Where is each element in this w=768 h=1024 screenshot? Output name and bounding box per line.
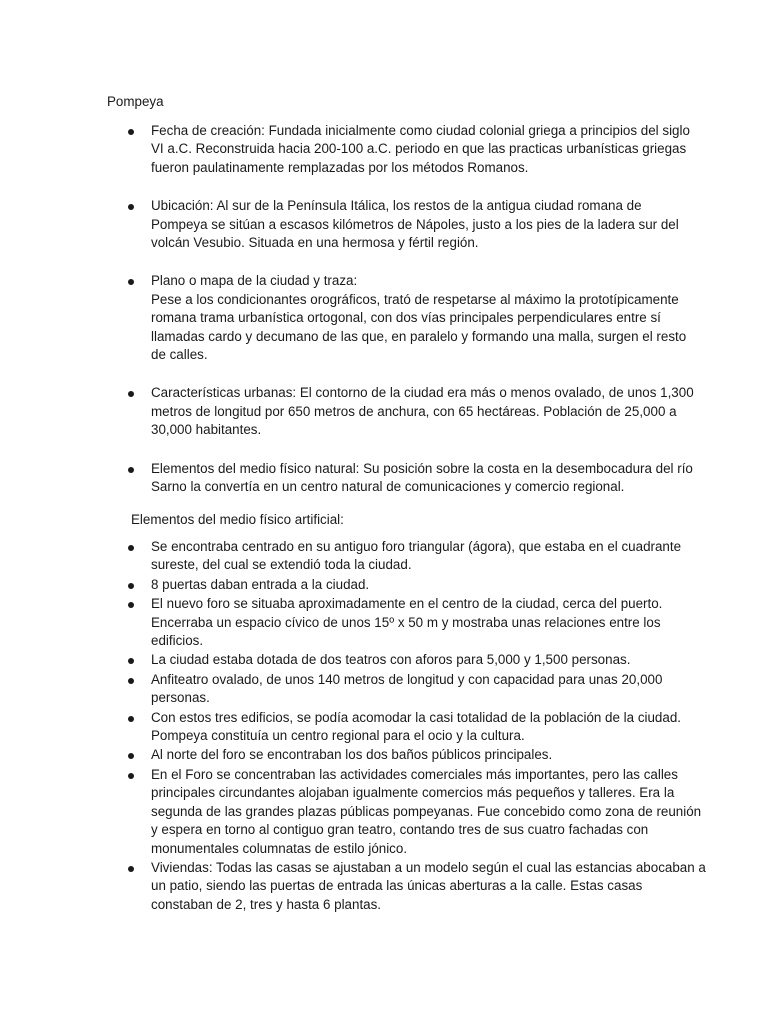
list-item-text-line: y espera en torno al contiguo gran teatro, contando tres de sus cuatro fachadas con — [151, 822, 649, 838]
list-item-text-line: segunda de las grandes plazas públicas pompeyanas. Fue concebido como zona de reunión — [151, 803, 702, 819]
list-item-text-line: llamadas cardo y decumano de las que, en paralelo y formando una malla, surgen el resto — [151, 328, 687, 344]
bullet-icon — [128, 204, 134, 210]
bullet-icon — [128, 467, 134, 473]
list-item — [0, 859, 768, 914]
list-item-text-line: Elementos del medio físico natural: Su posición sobre la costa en la desembocadura del río — [151, 460, 693, 476]
document-title: Pompeya — [107, 94, 164, 109]
list-item-text-line: Encerraba un espacio cívico de unos 15º x 50 m y mostraba unas relaciones entre los — [151, 614, 661, 630]
list-item — [0, 709, 768, 746]
list-item-text-line: Pese a los condicionantes orográficos, trató de respetarse al máximo la prototípicamente — [151, 291, 679, 307]
list-item-text-line: Se encontraba centrado en su antiguo foro triangular (ágora), que estaba en el cuadrante — [151, 539, 682, 554]
list-item-text-line: 8 puertas daban entrada a la ciudad. — [151, 576, 370, 592]
list-item — [0, 746, 768, 764]
list-item-text-line: Fecha de creación: Fundada inicialmente como ciudad colonial griega a principios del siglo — [151, 123, 690, 138]
list-item-text-line: fueron paulatinamente remplazadas por los métodos Romanos. — [151, 159, 529, 175]
list-item — [0, 460, 768, 497]
list-item — [0, 538, 768, 575]
list-item — [0, 272, 768, 364]
bullet-icon — [128, 129, 134, 135]
list-item-text-line: volcán Vesubio. Situada en una hermosa y fértil región. — [151, 235, 479, 251]
list-item-text-line: VI a.C. Reconstruida hacia 200-100 a.C. periodo en que las practicas urbanísticas griegas — [151, 141, 687, 157]
list-item-text-line: Características urbanas: El contorno de la ciudad era más o menos ovalado, de unos 1,300 — [151, 385, 694, 401]
list-item-text-line: El nuevo foro se situaba aproximadamente en el centro de la ciudad, cerca del puerto. — [151, 596, 663, 612]
list-item — [0, 766, 768, 858]
list-item — [0, 671, 768, 708]
list-item-text-line: un patio, siendo las puertas de entrada las únicas aberturas a la calle. Estas casas — [151, 878, 643, 894]
list-item-text-line: Anfiteatro ovalado, de unos 140 metros de longitud y con capacidad para unas 20,000 — [151, 671, 663, 687]
list-item-text-line: Pompeya se sitúan a escasos kilómetros de Nápoles, justo a los pies de la ladera sur del — [151, 216, 679, 232]
bullet-icon — [128, 545, 134, 551]
bullet-icon — [128, 753, 134, 759]
list-item-text-line: constaban de 2, tres y hasta 6 plantas. — [151, 896, 382, 912]
list-item-text-line: Ubicación: Al sur de la Península Itálica, los restos de la antigua ciudad romana de — [151, 198, 642, 214]
list-item-text-line: Plano o mapa de la ciudad y traza: — [151, 273, 358, 289]
artificial-bullet-list — [0, 538, 768, 915]
list-item-text-line: Con estos tres edificios, se podía acomodar la casi totalidad de la población de la ciudad. — [151, 709, 681, 725]
list-item-text-line: edificios. — [151, 633, 204, 649]
list-item — [0, 197, 768, 252]
bullet-icon — [128, 279, 134, 285]
list-item-text-line: de calles. — [151, 347, 208, 363]
bullet-icon — [128, 583, 134, 589]
list-item — [0, 576, 768, 594]
list-item-text-line: Sarno la convertía en un centro natural de comunicaciones y comercio regional. — [151, 479, 625, 495]
list-item — [0, 384, 768, 439]
bullet-icon — [128, 866, 134, 872]
list-item — [0, 122, 768, 177]
list-item-text-line: Al norte del foro se encontraban los dos baños públicos principales. — [151, 747, 553, 763]
main-bullet-list — [0, 122, 768, 517]
bullet-icon — [128, 391, 134, 397]
list-item-text-line: Viviendas: Todas las casas se ajustaban a un modelo según el cual las estancias abocaban a — [151, 859, 706, 875]
list-item-text-line: monumentales columnatas de estilo jónico. — [151, 840, 408, 856]
list-item-text-line: metros de longitud por 650 metros de anchura, con 65 hectáreas. Población de 25,000 a — [151, 403, 677, 419]
list-item-text-line: sureste, del cual se extendió toda la ciudad. — [151, 557, 412, 573]
bullet-icon — [128, 658, 134, 664]
list-item — [0, 651, 768, 669]
bullet-icon — [128, 602, 134, 608]
list-item-text-line: personas. — [151, 690, 210, 706]
list-item — [0, 595, 768, 650]
list-item-text-line: romana trama urbanística ortogonal, con dos vías principales perpendiculares entre sí — [151, 310, 661, 326]
bullet-icon — [128, 773, 134, 779]
list-item-text-line: La ciudad estaba dotada de dos teatros con aforos para 5,000 y 1,500 personas. — [151, 652, 631, 668]
list-item-text-line: En el Foro se concentraban las actividades comerciales más importantes, pero las calles — [151, 766, 678, 782]
bullet-icon — [128, 678, 134, 684]
list-item-text-line: 30,000 habitantes. — [151, 422, 262, 438]
list-item-text-line: Pompeya constituía un centro regional para el ocio y la cultura. — [151, 728, 525, 744]
list-item-text-line: principales circundantes alojaban igualmente comercios más pequeños y talleres. Era la — [151, 785, 675, 801]
bullet-icon — [128, 716, 134, 722]
artificial-section-heading: Elementos del medio físico artificial: — [131, 512, 344, 527]
